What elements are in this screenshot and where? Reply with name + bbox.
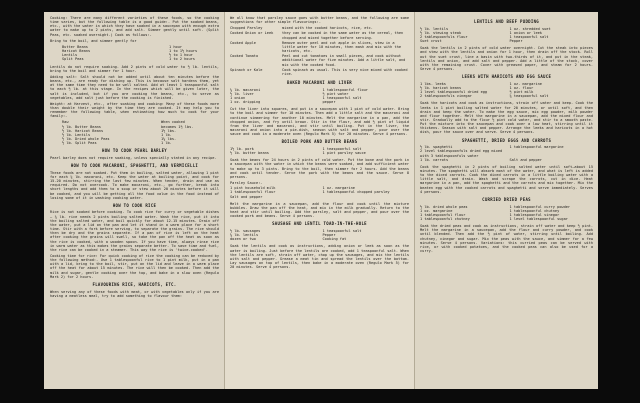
pulses-intro: Cooking: There are many different varieties of these foods, so the cooking time varies, but the following table is a good guide:- Put the soaked beans, etc., with the water in which they have soaked in a saucepan with enough extra water to make up to 2 pints, and add salt. Simmer gently until soft. (Split Peas, etc. soaked overnight.) Cook as follows:- <box>50 16 219 37</box>
flavourings-table <box>230 26 409 77</box>
ingredient: 1 teaspoonful salt <box>322 228 362 233</box>
ingredient: 1 lbs. leeks <box>420 81 446 86</box>
table-row: Butter Beans 1 hour <box>62 44 182 49</box>
salt-note: Adding salt: Salt should not be added until about ten minutes before the beans, etc., are ready for dishing up. This is because salt hardens them, yet at the same time they need to be well salted. Add at least 1 teaspoonful salt to each ½ lb. at this stage. In the recipes which will be given later, the salt is included, but if you are cooking the beans, etc., to serve as vegetables, add salt just before the cooking is finished. <box>50 74 219 100</box>
ingredient: 1 tablespoonful margarine <box>509 145 564 150</box>
ingredient: ½ lb. stewing steak <box>420 30 462 35</box>
ingredient: 1 tablespoonful flour <box>322 87 368 92</box>
weight-table <box>50 120 219 145</box>
fold-line <box>414 12 415 389</box>
fold-line <box>224 12 225 389</box>
ingredient: 1 teaspoonful salt <box>322 146 362 151</box>
table-row: ½ lb. Butter Beans becomes 1½ lbs. <box>62 124 194 129</box>
ingredients-pork-beans <box>230 147 409 155</box>
ingredient <box>510 149 594 157</box>
heading-macaroni: HOW TO COOK MACARONI, SPAGHETTI, AND VERMICELLI <box>70 163 199 169</box>
method-pork-beans: Soak the beans for 24 hours in 2 pints of cold water. Put the bone and the pork in a saucepan with the water in which the beans were soaked, and add sufficient water to make up to 3 pints. Bring to the boil, then simmer for 2 hours. Add the beans and cook until tender. Serve the pork with the beans and the sauce. Serve 8 persons. <box>230 158 409 179</box>
ingredient: 1 oz. dripping <box>230 100 261 105</box>
table-row: ½ lb. Split Peas 1 lb. <box>62 141 172 146</box>
pulses-intro-2: Bring to the boil, and simmer gently for <box>50 38 137 43</box>
lentils-note: Lentils do not require soaking. Add 2 pints of cold water to ½ lb. lentils, bring to the boil and simmer for 1 hour. <box>50 64 219 73</box>
ingredient: pepper <box>322 100 336 105</box>
flavouring-name: Spinach or Kale <box>230 67 263 72</box>
ingredient: dozen or two <box>230 237 256 242</box>
ingredient: Pepper <box>322 233 336 238</box>
heading-rice: HOW TO COOK RICE <box>112 202 157 208</box>
barley-text: Pearl barley does not require soaking, unless specially stated in any recipe. <box>50 155 217 160</box>
weight-note: Weight: at Harvest, etc., after soaking and cooking: Many of these foods more than double their weight by the time they are cooked. It may help you to remember the following table, when estimating how much to cook for your family:- <box>50 101 219 119</box>
ingredient: 1 level tablespoonful sugar <box>509 217 568 221</box>
table-row: Haricot Beans 1 to 1½ hours <box>62 49 198 54</box>
ingredient: Pepper <box>509 39 523 44</box>
flavouring-name: Cooked Tomato <box>230 54 259 59</box>
ingredient: ½ lb. sausages <box>230 228 261 233</box>
macaroni-text: These foods are not soaked. Put them in boiling, salted water, allowing 1 pint for each ¼ lb. macaroni, etc. Keep the water at boiling point, and cook for 15-20 minutes, stirring the last few minutes. When tender, drain and use as required. Do not overcook. To make macaroni, etc., go further, break into short lengths and add them to a soup or stew about 20 minutes before it will be cooked, and you will be getting all the food value in the food instead of losing some of it in washing cooking water. <box>50 170 219 200</box>
heading-leeks-haricots: LEEKS WITH HARICOTS AND EGG SAUCE <box>461 74 552 80</box>
ingredient: 1½ lb. pork <box>230 146 254 151</box>
ingredients-macaroni-liver <box>230 88 409 105</box>
ingredients-spaghetti-carrots <box>420 145 593 162</box>
ingredients-toad-in-hole <box>230 229 409 241</box>
pulse-cooking-table <box>50 45 219 62</box>
heading-spaghetti-carrots: SPAGHETTI, DRIED EGGS AND CARROTS <box>461 137 552 143</box>
method-parsley-sauce: Melt the margarine in a saucepan, add the flour and cook until the mixture bubbles. Draw the pan off the heat, and mix in the milk gradually. Return to the heat and stir until boiling. Add the parsley, salt and pepper, and pour over the cooked pork and beans. Serve 4 persons. <box>230 201 409 219</box>
ingredient: ½ pint milk <box>509 90 534 95</box>
method-curried-peas: Soak the dried peas and cook as instructions, strain off water and keep ½ pint. Melt the margarine in a saucepan, add the flour and curry powder, and cook until blended. Then add the ½ pint of water, stirring until boiling. Add chutney, vinegar and sugar. Mix the peas with the sauce, and simmer for a few minutes. Serve 4 persons. Variations: this curried peas can be served with rice, or with cooked potatoes, and the cooked peas can also be used for a curry. <box>420 224 593 254</box>
ingredient: ¼ teaspoonful salt <box>509 94 549 99</box>
heading-macaroni-liver: BAKED MACARONI AND LIVER <box>287 80 352 86</box>
flavouring-desc: Peel and cut tomatoes in small pieces, and cook without additional water for five minutes. Add a little salt, and mix with the cooked food. <box>282 54 406 67</box>
flavouring-desc: Cook spinach as usual. This is very nice mixed with cooked rice. <box>282 67 408 76</box>
heading-curried-peas: CURRIED DRIED PEAS <box>482 196 531 202</box>
flavouring-desc: mixed with the cooked haricots, rice, etc. <box>282 26 373 31</box>
heading-flavouring: FLAVOURING RICE, HARICOTS, ETC. <box>92 281 177 287</box>
flavouring-name: Cooked Onion or Leek <box>230 31 274 36</box>
ingredient: 1 tablespoonful vinegar <box>509 212 560 217</box>
flavouring-text: When serving any of these foods with meat, or with vegetables only if you are having a meatless meal, try to add something to flavour them: <box>50 289 219 298</box>
ingredients-curried-peas <box>420 205 593 222</box>
method-leeks-haricots: Soak the haricots and cook as instructions, strain off water and keep. Cook the leeks in 1 pint boiling salted water for 20 minutes, or until soft, and then drain and keep the water. To make the egg sauce, mix egg powder, milk powder and flour together. Melt the margarine in a saucepan, add the mixed flour and stir. Gradually add to the flour ½ pint cold water, and stir to a smooth paste. Put the mixture into the saucepan and cook over a low heat, stirring until it thickens. Season with salt and pepper. Arrange the leeks and haricots in a hot dish, pour the sauce over and serve. Serve 4 persons. <box>420 101 593 135</box>
ingredient: 1 level tablespoonful dried egg <box>420 90 488 95</box>
ingredient: 1 pint household milk <box>230 186 276 191</box>
ingredient: ½ lb. dried whole peas <box>420 204 468 209</box>
ingredient: 1 tablespoonful curry powder <box>509 204 571 209</box>
ingredient: Cooking fat <box>322 237 347 242</box>
flavouring-name: Chopped Parsley <box>230 26 263 31</box>
heading-lentil-beef-pudding: LENTILS AND BEEF PUDDING <box>474 19 539 24</box>
flavouring-desc: they can be cooked in the same water as the cereal, then chopped and mixed together before serving. <box>282 31 404 40</box>
ingredient: ½ lb. spaghetti <box>420 145 453 150</box>
ingredient: 1 tablespoonful chutney <box>509 208 560 213</box>
ingredients-leeks-haricots <box>420 82 593 99</box>
ingredient: 1 pint parsley sauce <box>322 151 366 156</box>
leaflet-panel-right <box>414 12 598 389</box>
ingredient: Salt and pepper <box>509 157 542 162</box>
heading-pearl-barley: HOW TO COOK PEARL BARLEY <box>102 148 167 154</box>
ingredient: ½ lb. butter beans <box>230 151 269 156</box>
ingredient: 1 onion <box>230 95 246 100</box>
method-spaghetti-carrots: Cook the spaghetti in 2 pints of boiling salted water until soft—about 15 minutes. The spaghetti will absorb most of the water, and what is left is added to the diced carrots. Cook the diced carrots in a little boiling water with a little salt, and drain. Wash and scrape the carrots, cut in dice. Heat margarine in a pan, add the spaghetti and the carrots and mix together. Mix the beaten egg with the cooked carrots and spaghetti and serve immediately. Serves 4 persons. <box>420 164 593 194</box>
ingredient: 1 teaspoonful salt <box>322 95 362 100</box>
ingredient: Suet crust <box>420 39 442 44</box>
table-row: Lentils ½ to 1 hour <box>62 53 193 58</box>
weight-table-header: Raw When cooked <box>62 120 185 125</box>
ingredient: 1 tablespoonful flour <box>230 190 276 195</box>
ingredient: 1 oz. margarine <box>420 208 453 213</box>
rice-text-2: Cooking time for rice: For quick cooking of rice the cooking can be reduced by the following method:- Use 1 tablespoonful rice to 1 pint milk, put in a pan with a lid, bring to the boil, stir, put on the lid and leave in a warm place off the heat for about 15 minutes. The rice will then be cooked. Then add the milk and sugar, gentle cooking over the top, and bake in a slow oven (Regulo Mark 2) for 2 hours. <box>50 253 219 279</box>
ingredient: 1 lb. carrots <box>420 157 449 162</box>
method-macaroni-liver: Cut the liver into squares, and put in a saucepan with 1 pint of cold water. Bring to the boil and simmer for 10 minutes. Then add a little salt and the macaroni and continue simmering for another 10 minutes. Melt the margarine in a pan, add the chopped onion, and fry until brown. Stir in the flour, and add ½ pint of liquid from the liver and macaroni, and stir until boiling. Put in the liver, the macaroni and onion into a pie-dish, season with salt and pepper, pour over the sauce and cook in a moderate oven (Regulo Mark 5) for 20 minutes. Serve 4 persons. <box>230 107 409 137</box>
ingredient: 1 oz. shredded suet <box>509 26 551 31</box>
heading-toad-in-hole: SAUSAGE AND LENTIL TOAD-IN-THE-HOLE <box>272 221 367 227</box>
table-row: ½ lb. Lentils 1 lb. <box>62 132 172 137</box>
ingredient: 1 oz. margarine <box>322 186 355 191</box>
ingredient: 2 level tablespoonfuls dried egg mixed with 3 tablespoonfuls water <box>420 149 503 158</box>
ingredients-lentil-beef-pudding <box>420 27 593 44</box>
ingredient: Salt and pepper <box>230 194 263 199</box>
method-lentil-beef-pudding: Soak the lentils in 2 pints of cold water overnight. Cut the steak into pieces and stew with the lentils and onion for 1 hour, then drain off the stock. Roll out the suet crust, line a basin with two-thirds of it, and put in the steak, lentils and onion, and add salt and pepper. Add a little of the stock, cover with the remaining crust. Cover with greased paper, and steam for 2 hours. Serve 4 persons. <box>420 46 593 71</box>
table-row: Split Peas 1 to 2 hours <box>62 57 195 62</box>
method-toad-in-hole: Soak the lentils and cook as instructions, adding onion or leek as soon as the water is boiling. Just before the lentils are cooked, add 1 teaspoonful salt. When the lentils are soft, strain off water, chop up the sausages, and mix the lentils with salt and pepper. Grease a meat tin and spread the lentils over the bottom. Lay sausages on top of lentils, then bake in a moderate oven (Regulo Mark 5) for 20 minutes. Serve 4 persons. <box>230 244 409 270</box>
ingredient: ½ pint water <box>322 91 349 96</box>
ingredient: 1 tablespoonful chutney <box>420 217 470 221</box>
ingredient: 2 tablespoonfuls vinegar <box>420 94 472 99</box>
flavouring-name: Cooked Apple <box>230 40 256 45</box>
ingredients-parsley-sauce <box>230 186 409 198</box>
ingredient: ¼ lb. lentils <box>230 233 259 238</box>
ingredient: 1 tablespoonful flour <box>420 212 466 217</box>
flavourings-intro: We all know that parsley sauce goes with butter beans, and the following are some suggestions for other simple flavourings:- <box>230 16 409 25</box>
rice-text: Rice is not soaked before cooking. To cook rice for curry or vegetable dishes — ¼ lb. rice needs 2 pints boiling salted water. Wash the rice, put it into the boiling salted water, and boil quickly for about 12-15 minutes. Drain off the water, put a lid on the pan and let it stand in a warm place for a short time. Stir with a fork before serving, to separate the grains. The rice should then be dry and the grains separate. If a pan of rice is left on the heat after cooking the grains will swell, so take the pan off the heat as soon as the rice is cooked, with a wooden spoon. If you have time, always rinse rice in warm water as this makes the grains separate better. To save time and fuel, the rice can be cooked in a steamer. This way the rice is 'twice-cooked'. <box>50 210 219 252</box>
heading-pork-beans: BOILED PORK AND BUTTER BEANS <box>281 139 358 145</box>
ingredient: ½ lb. lentils <box>420 26 449 31</box>
ingredient <box>323 195 410 199</box>
ingredient: 2 tablespoonfuls flour <box>420 34 468 39</box>
ingredient: ½ lb. haricot beans <box>420 85 462 90</box>
leaflet-panel-left <box>44 12 224 389</box>
ingredient: 1 tablespoonful chopped parsley <box>322 190 390 195</box>
table-row: ½ lb. Dried whole Peas 1¼ lbs. <box>62 137 177 142</box>
ingredient: ¼ lb. macaroni <box>230 87 261 92</box>
ingredient: 1 oz. flour <box>509 85 534 90</box>
ingredient: 1 oz. margarine <box>509 81 542 86</box>
leaflet-panel-middle <box>224 12 414 389</box>
ingredient: 1 teaspoonful salt <box>509 34 549 39</box>
ingredient: ½ lb. liver <box>230 91 254 96</box>
flavouring-desc: Remove outer peel and cut apple in slices, stew in a little water for 10 minutes, then mash and mix with the haricots, etc. <box>282 40 401 54</box>
table-row: ½ lb. Haricot Beans 1½ lbs. <box>62 128 177 133</box>
parsley-sauce-label: Parsley Sauce:- <box>230 181 263 186</box>
ingredient: 1 onion or leek <box>509 30 542 35</box>
